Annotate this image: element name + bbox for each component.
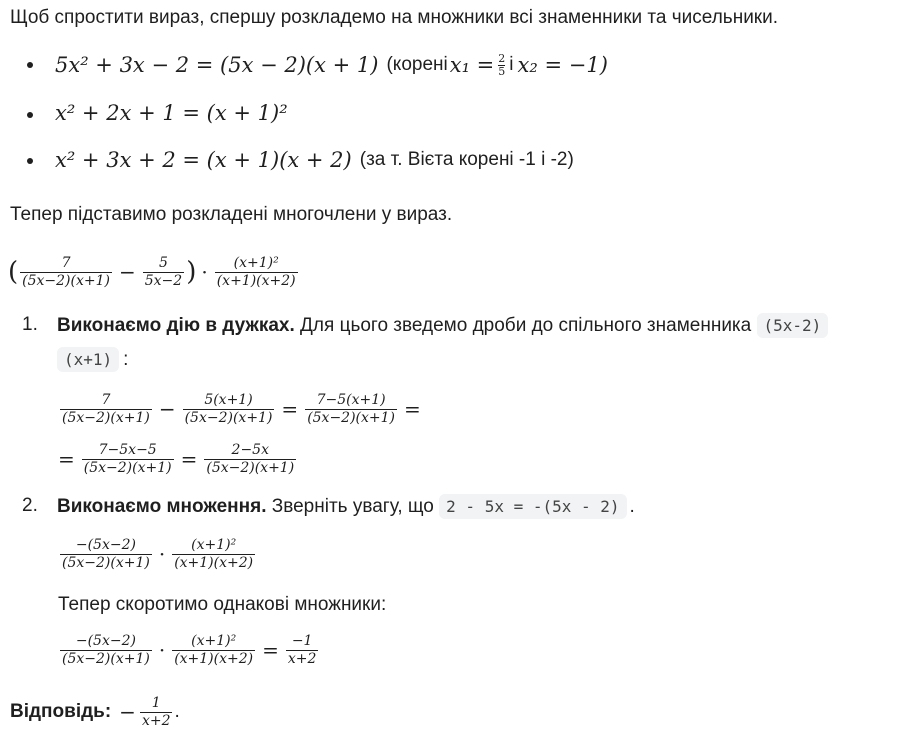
denominator: (5x−2)(x+1) (184, 409, 273, 426)
bullet-marker (27, 62, 33, 68)
numerator: 7 (101, 391, 111, 408)
equals-sign: = (180, 447, 198, 471)
minus-sign: − (118, 260, 136, 284)
inline-code: (5x-2) (757, 313, 829, 338)
inline-code: 2 - 5x = -(5x - 2) (439, 494, 626, 519)
fraction (215, 255, 298, 290)
fraction (60, 392, 152, 427)
step2-expr1 (58, 532, 257, 576)
step1-body: Для цього зведемо дроби до спільного знаменника (294, 315, 757, 336)
equals-sign: = (262, 638, 279, 662)
fraction (60, 537, 152, 572)
denominator: (5x−2)(x+1) (307, 409, 396, 426)
step2-expr2 (58, 628, 320, 672)
fraction (286, 633, 319, 668)
denominator: (5x−2)(x+1) (62, 650, 150, 667)
factorization-3: x² + 3x + 2 = (x + 1)(x + 2) (55, 148, 352, 172)
minus-sign: − (158, 397, 176, 421)
step1-text (57, 314, 828, 338)
denominator: (5x−2)(x+1) (62, 554, 150, 571)
bullet-item-3 (55, 145, 574, 175)
equals-sign: = (281, 397, 299, 421)
bullet-item-1 (55, 50, 608, 80)
numerator: (x+1)² (191, 536, 237, 553)
roots-and: і (509, 54, 514, 75)
numerator: −1 (291, 632, 313, 649)
fraction (172, 633, 255, 668)
dot-operator: · (158, 542, 166, 566)
denominator: x+2 (287, 650, 317, 667)
bullet-marker (27, 158, 33, 164)
reduce-text: Тепер скоротимо однакові множники: (58, 594, 387, 615)
denominator: (x+1)(x+2) (174, 554, 254, 571)
answer-label: Відповідь: (10, 701, 112, 722)
denominator: (x+1)(x+2) (216, 272, 296, 289)
dot-operator: · (158, 638, 166, 662)
step2-bold: Виконаємо множення. (57, 496, 267, 517)
fraction (60, 633, 152, 668)
intro-text: Щоб спростити вираз, спершу розкладемо на множники всі знаменники та чисельники. (10, 7, 779, 28)
numerator: (x+1)² (191, 632, 237, 649)
denominator: (5x−2)(x+1) (83, 459, 172, 476)
numerator: 2−5x (231, 441, 269, 458)
fraction (305, 392, 397, 427)
factorization-2: x² + 2x + 1 = (x + 1)² (55, 101, 288, 125)
denominator: 5x−2 (144, 272, 183, 289)
colon: : (123, 349, 129, 370)
factorization-1: 5x² + 3x − 2 = (5x − 2)(x + 1) (55, 53, 379, 77)
denominator: (x+1)(x+2) (174, 650, 254, 667)
step1-text-cont (57, 348, 128, 372)
step1-line1 (58, 388, 426, 430)
equals-sign: = (58, 447, 75, 471)
root-x1-den: 5 (498, 64, 506, 78)
root-x1-num: 2 (498, 51, 506, 65)
answer-line (10, 692, 180, 732)
numerator: 1 (151, 694, 161, 711)
vieta-note: (за т. Вієта корені -1 і -2) (359, 149, 574, 170)
inline-code: (x+1) (57, 347, 119, 372)
roots-prefix: (корені (386, 54, 448, 75)
step2-body: Зверніть увагу, що (266, 496, 440, 517)
fraction (183, 392, 275, 427)
answer-fraction (140, 695, 173, 730)
numerator: −(5x−2) (75, 632, 136, 649)
step2-text (57, 495, 635, 519)
period: . (174, 701, 180, 722)
dot-operator: · (201, 260, 208, 284)
close-paren: ) (186, 257, 197, 287)
denominator: (5x−2)(x+1) (22, 272, 110, 289)
step1-line2 (58, 438, 298, 480)
fraction (20, 255, 112, 290)
denominator: (5x−2)(x+1) (62, 409, 150, 426)
fraction (143, 255, 184, 290)
open-paren: ( (8, 257, 19, 287)
numerator: 7−5x−5 (98, 441, 157, 458)
main-expression (8, 248, 300, 296)
numerator: 5 (159, 254, 168, 271)
equals-sign: = (404, 397, 421, 421)
minus-sign: − (119, 700, 136, 724)
step-number: 1. (22, 314, 38, 335)
denominator: x+2 (141, 712, 171, 729)
root-x1-label: x₁ = (449, 53, 495, 77)
root-x2: x₂ = −1) (517, 53, 608, 77)
bullet-marker (27, 112, 33, 118)
step1-bold: Виконаємо дію в дужках. (57, 315, 295, 336)
denominator: (5x−2)(x+1) (206, 459, 295, 476)
numerator: 7 (61, 254, 71, 271)
bullet-item-2 (55, 98, 288, 128)
fraction (82, 442, 174, 477)
substitute-text: Тепер підставимо розкладені многочлени у вираз. (10, 204, 453, 225)
numerator: 7−5(x+1) (316, 391, 386, 408)
fraction (172, 537, 255, 572)
numerator: −(5x−2) (75, 536, 136, 553)
numerator: (x+1)² (233, 254, 279, 271)
step-number: 2. (22, 495, 38, 516)
fraction (204, 442, 296, 477)
numerator: 5(x+1) (204, 391, 253, 408)
period: . (629, 496, 635, 517)
root-x1-fraction (498, 53, 505, 78)
